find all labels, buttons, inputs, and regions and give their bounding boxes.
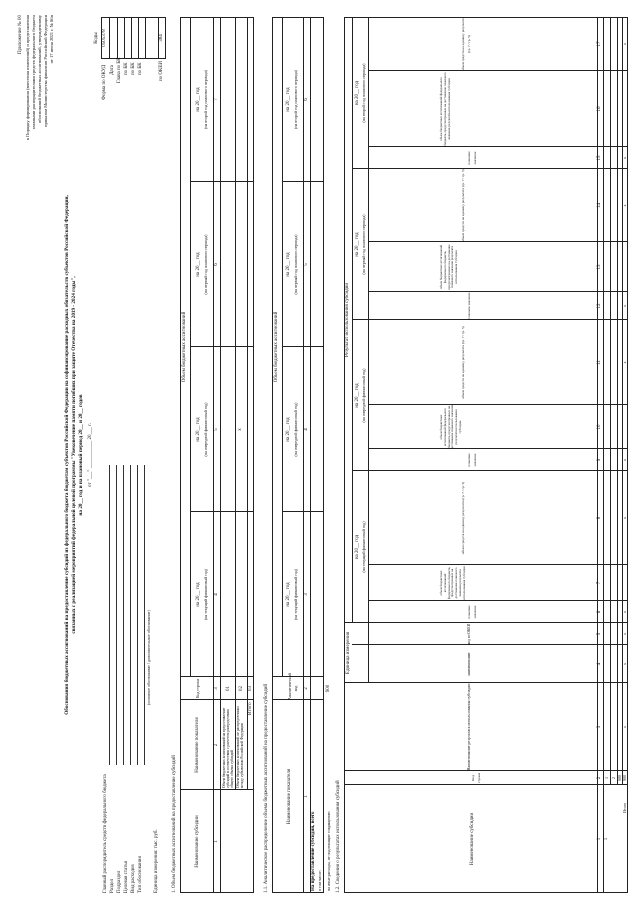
s12-num-12: 12	[597, 303, 602, 309]
s1-num-2: 2	[214, 743, 219, 747]
s12-total-x1: x	[622, 726, 627, 728]
s1-num-5: 5	[214, 428, 219, 431]
field-podrazdel: Подраздел	[117, 870, 122, 893]
s12-unit-okei: код по ОКЕИ	[467, 623, 471, 645]
field-unit: Единица измерения: тыс. руб.	[154, 829, 159, 893]
s12-total-x2: x	[622, 663, 627, 665]
s12-col-code: Код строки	[471, 772, 481, 784]
s11-num-6: 6	[304, 98, 309, 101]
section12-table	[344, 17, 628, 893]
document-title-line1: Обоснования бюджетных ассигнований на предоставление субсидий из федерального бюджета бюджетам субъектов Российской Федерации на софинансирование расходных обязательств субъектов Российской Федерации,	[64, 195, 70, 715]
s12-y2sub: (на очередной финансовый год)	[361, 368, 366, 423]
s11-y1: на 20__ год	[286, 582, 291, 607]
s12-total-x4: x	[622, 611, 627, 613]
s12-total-x3: x	[622, 633, 627, 635]
s12-num-13: 13	[597, 264, 602, 270]
s12-unitval-3: объем средств на единицу результата (гр. 7 / гр. 5)	[461, 169, 465, 242]
section1-title: 1. Объем бюджетных ассигнований на предоставление субсидий	[172, 755, 177, 893]
s12-total-x6: x	[622, 459, 627, 461]
s12-num-9: 9	[597, 458, 602, 462]
section12-title: 1.2. Сведения о результатах использования субсидий	[336, 780, 341, 893]
s11-col-indicator: Наименование показателя	[287, 768, 292, 825]
document-title-line3: на 20__ год и на плановый период 20__ и 20__ годов	[78, 394, 84, 516]
s12-num-2: 2	[597, 776, 602, 780]
s12-num-15: 15	[597, 155, 602, 161]
appendix-line5: приказом Министерства финансов Российской Федерации	[43, 15, 48, 127]
s11-num-2: 2	[304, 687, 309, 690]
s1-y2: на 20__ год	[196, 417, 201, 442]
form-label: Форма по ОКУД	[102, 64, 107, 100]
s1-y3: на 20__ год	[196, 252, 201, 277]
s12-y3sub: (на первый год планового периода)	[361, 214, 366, 275]
s1-y2sub: (на очередной финансовый год)	[203, 402, 208, 457]
appendix-line2: к Порядку формирования (внесения изменений) и представления	[25, 15, 30, 141]
s1-y4sub: (на второй год планового периода)	[203, 70, 208, 129]
s12-row-num: 1	[604, 837, 609, 841]
s11-total-code: 900	[326, 684, 331, 693]
s11-y2sub: (на очередной финансовый год)	[293, 402, 298, 457]
s11-volume: Объем бюджетных ассигнований	[274, 311, 279, 383]
s12-num-3: 3	[597, 725, 602, 729]
s12-num-1: 1	[597, 837, 602, 841]
s12-plan-4: плановое значение	[467, 151, 477, 165]
s1-num-6: 6	[214, 263, 219, 266]
s11-col-code: Аналитический код	[287, 673, 298, 700]
document-title-line2: связанных с реализацией мероприятий федеральной целевой программы "Увековечение памяти погибших при защите Отечества на 2019 - 2024 годы",	[71, 276, 77, 634]
s12-y1sub: (на текущий финансовый год)	[361, 521, 366, 573]
s1-row3-code: 03	[248, 686, 253, 691]
s12-unit: Единица измерения	[346, 631, 351, 675]
s12-row-code-3: 000	[617, 775, 622, 781]
s1-x: x	[238, 428, 243, 431]
s11-y2: на 20__ год	[286, 417, 291, 442]
s11-y4: на 20__ год	[286, 87, 291, 112]
s12-total-x9: x	[622, 204, 627, 207]
s12-num-6: 6	[597, 610, 602, 614]
s12-unitval-2: объем средств на единицу результата (гр. 7 / гр. 5)	[461, 326, 465, 399]
s1-col-code: Код строки	[195, 678, 200, 699]
s11-y4sub: (на второй год планового периода)	[293, 70, 298, 129]
s1-row2-code: 02	[239, 686, 244, 691]
s12-total-x7: x	[622, 361, 627, 364]
s12-total-code: 900	[622, 775, 627, 781]
s1-row3-text: Итого	[248, 702, 253, 715]
s12-y4sub: (на второй год планового периода)	[361, 63, 366, 123]
s1-volume: Объем бюджетных ассигнований	[182, 311, 187, 383]
s12-num-11: 11	[597, 360, 602, 365]
s12-num-8: 8	[597, 516, 602, 520]
s1-y1sub: (на текущий финансовый год)	[203, 568, 208, 621]
s12-total: Итого	[622, 802, 627, 813]
s11-y3sub: (на первый год планового периода)	[293, 234, 298, 295]
s12-col-name: Наименование субсидии	[470, 812, 475, 866]
date-label: Дата	[110, 65, 115, 75]
s1-row1-code: 01	[226, 686, 231, 691]
s1-y1: на 20__ год	[196, 582, 201, 607]
s12-y4: на 20__ год	[355, 80, 360, 106]
s12-y2: на 20__ год	[355, 383, 360, 408]
s12-results: Результат использования субсидии	[345, 282, 350, 358]
appendix-line3: главными распорядителями средств федерального бюджета	[31, 15, 36, 130]
s11-y3: на 20__ год	[286, 252, 291, 277]
s1-row2-text: Объем бюджетных ассигнований, не распределенных между субъектами Российской Федерации	[236, 705, 244, 788]
field-razdel: Раздел	[110, 878, 115, 893]
s11-row1: На предоставление субсидий, всего	[311, 811, 316, 891]
s1-col-name: Наименование субсидии	[195, 815, 200, 868]
field-vid: Вид расходов	[131, 864, 136, 893]
s12-total-x11: x	[622, 43, 627, 45]
s1-row1-text: Объем бюджетных ассигнований на предоставление субсидий в соответствии с расчетом распределения общего объема субсидий	[222, 707, 234, 788]
bk2-label: по БК	[124, 62, 129, 75]
s12-fed-1: объем бюджетных ассигнований федерального бюджета, предусмотренных на достижение планового значения результата использования субсидии	[439, 566, 466, 600]
field-target: Целевая статья	[124, 861, 129, 893]
s12-num-10: 10	[597, 424, 602, 430]
s12-fed-3: объем бюджетных ассигнований федерального бюджета, предусмотренных на достижение планового значения результата использования субсидии	[439, 244, 459, 290]
s11-row1b: в том числе:	[317, 870, 322, 891]
appendix-line4: обоснований бюджетных ассигнований, утвержденному	[37, 15, 42, 123]
s1-num-7: 7	[214, 98, 219, 101]
s11-row1c: на иные расходы, не подлежащие сокращению	[326, 811, 331, 891]
s12-num-7: 7	[597, 581, 602, 585]
section11-title: 1.1. Аналитическое распределение объема бюджетных ассигнований на предоставление субсидий	[264, 683, 269, 893]
s12-plan-1: плановое значение	[467, 605, 477, 619]
s12-fed-4: объем бюджетных ассигнований федерального бюджета, предусмотренных на достижение планового значения результата использования субсидии	[439, 72, 451, 146]
field-gr: Главный распорядитель средств федерального бюджета	[103, 774, 108, 893]
s1-num-3: 3	[214, 687, 219, 690]
appendix-line1: Приложение № 00	[18, 15, 23, 55]
bk4-label: по БК	[138, 62, 143, 75]
s12-unitval-1: объем средств на единицу результата (гр. 7 / гр. 5)	[461, 481, 465, 555]
appendix-line6: от 17 июня 2021 г. № 86н	[49, 15, 54, 64]
s12-col-result: Наименование результата использования субсидии	[466, 683, 471, 771]
s1-col-indicator: Наименование показателя	[195, 717, 200, 773]
s12-unitval-4: объем средств на единицу результата (гр. 7 / гр. 5)	[461, 17, 471, 71]
s12-total-x10: x	[622, 157, 627, 159]
s12-num-16: 16	[597, 106, 602, 112]
s12-row-code-2: 2	[611, 777, 616, 779]
s12-y1: на 20__ год	[355, 534, 360, 560]
s12-y3: на 20__ год	[355, 232, 360, 257]
s1-y3sub: (на первый год планового периода)	[203, 234, 208, 295]
s1-num-1: 1	[214, 840, 219, 843]
codes-header: Коды	[94, 32, 99, 44]
s12-num-17: 17	[597, 41, 602, 47]
document-date: от "___" ___________ 20___ г.	[88, 423, 93, 487]
s11-num-4: 4	[304, 428, 309, 431]
s12-total-x8: x	[622, 305, 627, 307]
s12-plan-2: плановое значение	[467, 453, 477, 467]
field-type: Тип обоснования	[138, 856, 143, 893]
codes-box	[101, 17, 166, 59]
s12-num-5: 5	[597, 632, 602, 636]
bk3-label: по БК	[131, 62, 136, 75]
s12-plan-3: плановое значение	[467, 292, 471, 320]
s12-fed-2: объем бюджетных ассигнований федерального бюджета, предусмотренных на достижение планового значения результата использования субсидии	[439, 405, 462, 449]
bk1-label: Глава по БК	[117, 57, 122, 83]
s12-total-x5: x	[622, 517, 627, 519]
form-code: 0505378	[102, 29, 107, 47]
s11-y1sub: (на текущий финансовый год)	[293, 568, 298, 621]
s12-row-code-1: 1	[604, 777, 609, 779]
s11-num-5: 5	[304, 263, 309, 266]
field-subtype: (основное обоснование / дополнительное обоснование)	[146, 610, 151, 705]
s1-y4: на 20__ год	[196, 87, 201, 112]
s12-num-4: 4	[597, 662, 602, 666]
s1-num-4: 4	[214, 593, 219, 596]
s12-num-14: 14	[597, 203, 602, 208]
s12-unit-name: наименование	[467, 652, 471, 676]
s11-num-1: 1	[304, 795, 309, 798]
okei-code: 384	[159, 34, 164, 42]
s11-num-3: 3	[304, 593, 309, 596]
okei-label: по ОКЕИ	[159, 60, 164, 81]
